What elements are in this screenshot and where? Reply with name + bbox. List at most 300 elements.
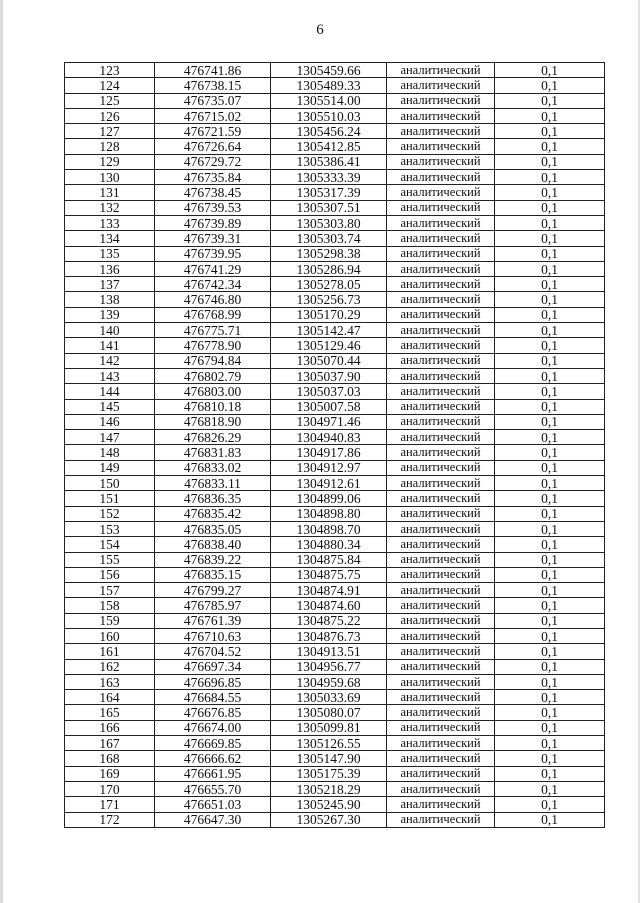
table-row [65, 720, 605, 735]
x-coordinate-cell: 476835.15 [155, 567, 271, 582]
table-row [65, 659, 605, 674]
y-coordinate-cell: 1305489.33 [271, 78, 387, 93]
y-coordinate-cell: 1305129.46 [271, 338, 387, 353]
method-cell: аналитический [387, 781, 495, 796]
accuracy-cell: 0,1 [495, 460, 605, 475]
y-coordinate-cell: 1304912.61 [271, 476, 387, 491]
x-coordinate-cell: 476833.02 [155, 460, 271, 475]
y-coordinate-cell: 1304971.46 [271, 414, 387, 429]
coordinates-table-body [65, 63, 605, 828]
point-number-cell: 129 [65, 154, 155, 169]
y-coordinate-cell: 1305303.74 [271, 231, 387, 246]
method-cell: аналитический [387, 506, 495, 521]
method-cell: аналитический [387, 445, 495, 460]
y-coordinate-cell: 1305147.90 [271, 751, 387, 766]
accuracy-cell: 0,1 [495, 338, 605, 353]
x-coordinate-cell: 476735.07 [155, 93, 271, 108]
point-number-cell: 166 [65, 720, 155, 735]
x-coordinate-cell: 476696.85 [155, 674, 271, 689]
table-row [65, 430, 605, 445]
accuracy-cell: 0,1 [495, 353, 605, 368]
point-number-cell: 148 [65, 445, 155, 460]
table-row [65, 292, 605, 307]
x-coordinate-cell: 476742.34 [155, 277, 271, 292]
method-cell: аналитический [387, 613, 495, 628]
x-coordinate-cell: 476715.02 [155, 108, 271, 123]
point-number-cell: 144 [65, 384, 155, 399]
table-row [65, 108, 605, 123]
y-coordinate-cell: 1304874.60 [271, 598, 387, 613]
method-cell: аналитический [387, 705, 495, 720]
point-number-cell: 158 [65, 598, 155, 613]
accuracy-cell: 0,1 [495, 307, 605, 322]
y-coordinate-cell: 1305514.00 [271, 93, 387, 108]
point-number-cell: 165 [65, 705, 155, 720]
point-number-cell: 151 [65, 491, 155, 506]
table-row [65, 124, 605, 139]
x-coordinate-cell: 476651.03 [155, 797, 271, 812]
point-number-cell: 153 [65, 521, 155, 536]
y-coordinate-cell: 1305256.73 [271, 292, 387, 307]
x-coordinate-cell: 476794.84 [155, 353, 271, 368]
y-coordinate-cell: 1304913.51 [271, 644, 387, 659]
x-coordinate-cell: 476799.27 [155, 583, 271, 598]
y-coordinate-cell: 1305307.51 [271, 200, 387, 215]
method-cell: аналитический [387, 460, 495, 475]
method-cell: аналитический [387, 384, 495, 399]
table-row [65, 644, 605, 659]
x-coordinate-cell: 476738.45 [155, 185, 271, 200]
accuracy-cell: 0,1 [495, 185, 605, 200]
method-cell: аналитический [387, 93, 495, 108]
method-cell: аналитический [387, 430, 495, 445]
table-row [65, 154, 605, 169]
accuracy-cell: 0,1 [495, 491, 605, 506]
method-cell: аналитический [387, 644, 495, 659]
x-coordinate-cell: 476761.39 [155, 613, 271, 628]
point-number-cell: 123 [65, 63, 155, 78]
y-coordinate-cell: 1305080.07 [271, 705, 387, 720]
point-number-cell: 170 [65, 781, 155, 796]
point-number-cell: 133 [65, 215, 155, 230]
method-cell: аналитический [387, 690, 495, 705]
accuracy-cell: 0,1 [495, 200, 605, 215]
y-coordinate-cell: 1304875.84 [271, 552, 387, 567]
table-row [65, 628, 605, 643]
accuracy-cell: 0,1 [495, 108, 605, 123]
method-cell: аналитический [387, 170, 495, 185]
accuracy-cell: 0,1 [495, 797, 605, 812]
point-number-cell: 145 [65, 399, 155, 414]
point-number-cell: 160 [65, 628, 155, 643]
method-cell: аналитический [387, 812, 495, 827]
point-number-cell: 128 [65, 139, 155, 154]
y-coordinate-cell: 1305303.80 [271, 215, 387, 230]
table-row [65, 705, 605, 720]
method-cell: аналитический [387, 674, 495, 689]
y-coordinate-cell: 1305218.29 [271, 781, 387, 796]
accuracy-cell: 0,1 [495, 445, 605, 460]
point-number-cell: 135 [65, 246, 155, 261]
accuracy-cell: 0,1 [495, 368, 605, 383]
accuracy-cell: 0,1 [495, 215, 605, 230]
accuracy-cell: 0,1 [495, 399, 605, 414]
accuracy-cell: 0,1 [495, 659, 605, 674]
y-coordinate-cell: 1304880.34 [271, 537, 387, 552]
table-row [65, 215, 605, 230]
accuracy-cell: 0,1 [495, 613, 605, 628]
x-coordinate-cell: 476676.85 [155, 705, 271, 720]
table-row [65, 63, 605, 78]
table-row [65, 690, 605, 705]
table-row [65, 261, 605, 276]
point-number-cell: 137 [65, 277, 155, 292]
method-cell: аналитический [387, 139, 495, 154]
table-row [65, 368, 605, 383]
method-cell: аналитический [387, 108, 495, 123]
accuracy-cell: 0,1 [495, 705, 605, 720]
y-coordinate-cell: 1305142.47 [271, 323, 387, 338]
x-coordinate-cell: 476669.85 [155, 736, 271, 751]
point-number-cell: 162 [65, 659, 155, 674]
table-row [65, 231, 605, 246]
point-number-cell: 132 [65, 200, 155, 215]
table-row [65, 200, 605, 215]
accuracy-cell: 0,1 [495, 246, 605, 261]
table-row [65, 567, 605, 582]
accuracy-cell: 0,1 [495, 720, 605, 735]
table-row [65, 766, 605, 781]
point-number-cell: 134 [65, 231, 155, 246]
accuracy-cell: 0,1 [495, 521, 605, 536]
x-coordinate-cell: 476835.05 [155, 521, 271, 536]
method-cell: аналитический [387, 598, 495, 613]
method-cell: аналитический [387, 124, 495, 139]
table-row [65, 414, 605, 429]
accuracy-cell: 0,1 [495, 170, 605, 185]
accuracy-cell: 0,1 [495, 63, 605, 78]
y-coordinate-cell: 1305412.85 [271, 139, 387, 154]
y-coordinate-cell: 1305070.44 [271, 353, 387, 368]
point-number-cell: 130 [65, 170, 155, 185]
y-coordinate-cell: 1305245.90 [271, 797, 387, 812]
accuracy-cell: 0,1 [495, 93, 605, 108]
y-coordinate-cell: 1304956.77 [271, 659, 387, 674]
accuracy-cell: 0,1 [495, 567, 605, 582]
accuracy-cell: 0,1 [495, 292, 605, 307]
x-coordinate-cell: 476831.83 [155, 445, 271, 460]
point-number-cell: 152 [65, 506, 155, 521]
x-coordinate-cell: 476835.42 [155, 506, 271, 521]
accuracy-cell: 0,1 [495, 414, 605, 429]
method-cell: аналитический [387, 552, 495, 567]
method-cell: аналитический [387, 323, 495, 338]
method-cell: аналитический [387, 63, 495, 78]
method-cell: аналитический [387, 797, 495, 812]
method-cell: аналитический [387, 736, 495, 751]
y-coordinate-cell: 1304875.75 [271, 567, 387, 582]
y-coordinate-cell: 1305510.03 [271, 108, 387, 123]
table-row [65, 139, 605, 154]
y-coordinate-cell: 1305317.39 [271, 185, 387, 200]
accuracy-cell: 0,1 [495, 139, 605, 154]
y-coordinate-cell: 1304912.97 [271, 460, 387, 475]
y-coordinate-cell: 1305278.05 [271, 277, 387, 292]
x-coordinate-cell: 476726.64 [155, 139, 271, 154]
accuracy-cell: 0,1 [495, 736, 605, 751]
point-number-cell: 156 [65, 567, 155, 582]
method-cell: аналитический [387, 292, 495, 307]
table-row [65, 445, 605, 460]
y-coordinate-cell: 1305037.03 [271, 384, 387, 399]
x-coordinate-cell: 476684.55 [155, 690, 271, 705]
table-row [65, 476, 605, 491]
method-cell: аналитический [387, 307, 495, 322]
accuracy-cell: 0,1 [495, 644, 605, 659]
point-number-cell: 124 [65, 78, 155, 93]
table-row [65, 552, 605, 567]
point-number-cell: 125 [65, 93, 155, 108]
accuracy-cell: 0,1 [495, 812, 605, 827]
y-coordinate-cell: 1304898.80 [271, 506, 387, 521]
method-cell: аналитический [387, 476, 495, 491]
x-coordinate-cell: 476739.31 [155, 231, 271, 246]
accuracy-cell: 0,1 [495, 537, 605, 552]
table-row [65, 170, 605, 185]
table-row [65, 613, 605, 628]
point-number-cell: 150 [65, 476, 155, 491]
method-cell: аналитический [387, 537, 495, 552]
table-row [65, 598, 605, 613]
accuracy-cell: 0,1 [495, 384, 605, 399]
accuracy-cell: 0,1 [495, 261, 605, 276]
method-cell: аналитический [387, 368, 495, 383]
table-row [65, 323, 605, 338]
accuracy-cell: 0,1 [495, 552, 605, 567]
y-coordinate-cell: 1305175.39 [271, 766, 387, 781]
y-coordinate-cell: 1305386.41 [271, 154, 387, 169]
y-coordinate-cell: 1305456.24 [271, 124, 387, 139]
table-row [65, 460, 605, 475]
y-coordinate-cell: 1304875.22 [271, 613, 387, 628]
y-coordinate-cell: 1305033.69 [271, 690, 387, 705]
accuracy-cell: 0,1 [495, 323, 605, 338]
method-cell: аналитический [387, 200, 495, 215]
y-coordinate-cell: 1305007.58 [271, 399, 387, 414]
x-coordinate-cell: 476739.89 [155, 215, 271, 230]
table-row [65, 384, 605, 399]
accuracy-cell: 0,1 [495, 78, 605, 93]
table-row [65, 185, 605, 200]
page-number: 6 [316, 22, 324, 38]
point-number-cell: 139 [65, 307, 155, 322]
x-coordinate-cell: 476839.22 [155, 552, 271, 567]
x-coordinate-cell: 476802.79 [155, 368, 271, 383]
method-cell: аналитический [387, 246, 495, 261]
y-coordinate-cell: 1305286.94 [271, 261, 387, 276]
accuracy-cell: 0,1 [495, 277, 605, 292]
scan-edge-left [0, 0, 3, 903]
accuracy-cell: 0,1 [495, 154, 605, 169]
x-coordinate-cell: 476738.15 [155, 78, 271, 93]
point-number-cell: 159 [65, 613, 155, 628]
point-number-cell: 143 [65, 368, 155, 383]
method-cell: аналитический [387, 720, 495, 735]
x-coordinate-cell: 476768.99 [155, 307, 271, 322]
point-number-cell: 164 [65, 690, 155, 705]
point-number-cell: 149 [65, 460, 155, 475]
point-number-cell: 157 [65, 583, 155, 598]
method-cell: аналитический [387, 338, 495, 353]
method-cell: аналитический [387, 154, 495, 169]
x-coordinate-cell: 476810.18 [155, 399, 271, 414]
accuracy-cell: 0,1 [495, 506, 605, 521]
x-coordinate-cell: 476729.72 [155, 154, 271, 169]
x-coordinate-cell: 476647.30 [155, 812, 271, 827]
table-row [65, 78, 605, 93]
y-coordinate-cell: 1304876.73 [271, 628, 387, 643]
table-row [65, 307, 605, 322]
x-coordinate-cell: 476721.59 [155, 124, 271, 139]
method-cell: аналитический [387, 521, 495, 536]
x-coordinate-cell: 476710.63 [155, 628, 271, 643]
y-coordinate-cell: 1304899.06 [271, 491, 387, 506]
table-row [65, 736, 605, 751]
x-coordinate-cell: 476655.70 [155, 781, 271, 796]
method-cell: аналитический [387, 78, 495, 93]
method-cell: аналитический [387, 583, 495, 598]
accuracy-cell: 0,1 [495, 628, 605, 643]
y-coordinate-cell: 1304898.70 [271, 521, 387, 536]
point-number-cell: 161 [65, 644, 155, 659]
table-row [65, 338, 605, 353]
y-coordinate-cell: 1304959.68 [271, 674, 387, 689]
x-coordinate-cell: 476739.95 [155, 246, 271, 261]
x-coordinate-cell: 476741.86 [155, 63, 271, 78]
point-number-cell: 167 [65, 736, 155, 751]
method-cell: аналитический [387, 567, 495, 582]
method-cell: аналитический [387, 277, 495, 292]
method-cell: аналитический [387, 628, 495, 643]
y-coordinate-cell: 1304917.86 [271, 445, 387, 460]
method-cell: аналитический [387, 231, 495, 246]
point-number-cell: 172 [65, 812, 155, 827]
table-row [65, 781, 605, 796]
x-coordinate-cell: 476826.29 [155, 430, 271, 445]
y-coordinate-cell: 1305267.30 [271, 812, 387, 827]
table-row [65, 246, 605, 261]
table-row [65, 399, 605, 414]
accuracy-cell: 0,1 [495, 766, 605, 781]
x-coordinate-cell: 476697.34 [155, 659, 271, 674]
point-number-cell: 155 [65, 552, 155, 567]
method-cell: аналитический [387, 491, 495, 506]
point-number-cell: 126 [65, 108, 155, 123]
table-row [65, 537, 605, 552]
table-row [65, 506, 605, 521]
y-coordinate-cell: 1305099.81 [271, 720, 387, 735]
x-coordinate-cell: 476833.11 [155, 476, 271, 491]
point-number-cell: 169 [65, 766, 155, 781]
x-coordinate-cell: 476838.40 [155, 537, 271, 552]
x-coordinate-cell: 476775.71 [155, 323, 271, 338]
point-number-cell: 131 [65, 185, 155, 200]
x-coordinate-cell: 476661.95 [155, 766, 271, 781]
x-coordinate-cell: 476818.90 [155, 414, 271, 429]
method-cell: аналитический [387, 185, 495, 200]
x-coordinate-cell: 476674.00 [155, 720, 271, 735]
table-row [65, 353, 605, 368]
x-coordinate-cell: 476785.97 [155, 598, 271, 613]
accuracy-cell: 0,1 [495, 781, 605, 796]
method-cell: аналитический [387, 414, 495, 429]
x-coordinate-cell: 476666.62 [155, 751, 271, 766]
x-coordinate-cell: 476803.00 [155, 384, 271, 399]
table-row [65, 491, 605, 506]
method-cell: аналитический [387, 766, 495, 781]
table-row [65, 751, 605, 766]
point-number-cell: 154 [65, 537, 155, 552]
table-row [65, 277, 605, 292]
x-coordinate-cell: 476778.90 [155, 338, 271, 353]
table-row [65, 521, 605, 536]
method-cell: аналитический [387, 261, 495, 276]
y-coordinate-cell: 1304940.83 [271, 430, 387, 445]
method-cell: аналитический [387, 399, 495, 414]
method-cell: аналитический [387, 353, 495, 368]
point-number-cell: 140 [65, 323, 155, 338]
accuracy-cell: 0,1 [495, 231, 605, 246]
point-number-cell: 171 [65, 797, 155, 812]
accuracy-cell: 0,1 [495, 476, 605, 491]
point-number-cell: 141 [65, 338, 155, 353]
y-coordinate-cell: 1305459.66 [271, 63, 387, 78]
accuracy-cell: 0,1 [495, 598, 605, 613]
y-coordinate-cell: 1304874.91 [271, 583, 387, 598]
y-coordinate-cell: 1305037.90 [271, 368, 387, 383]
table-row [65, 797, 605, 812]
y-coordinate-cell: 1305170.29 [271, 307, 387, 322]
table-row [65, 93, 605, 108]
point-number-cell: 163 [65, 674, 155, 689]
table-row [65, 583, 605, 598]
accuracy-cell: 0,1 [495, 124, 605, 139]
x-coordinate-cell: 476741.29 [155, 261, 271, 276]
point-number-cell: 127 [65, 124, 155, 139]
x-coordinate-cell: 476704.52 [155, 644, 271, 659]
point-number-cell: 146 [65, 414, 155, 429]
x-coordinate-cell: 476735.84 [155, 170, 271, 185]
point-number-cell: 168 [65, 751, 155, 766]
accuracy-cell: 0,1 [495, 430, 605, 445]
y-coordinate-cell: 1305126.55 [271, 736, 387, 751]
coordinates-table [64, 62, 605, 828]
point-number-cell: 136 [65, 261, 155, 276]
accuracy-cell: 0,1 [495, 751, 605, 766]
x-coordinate-cell: 476836.35 [155, 491, 271, 506]
table-row [65, 812, 605, 827]
table-row [65, 674, 605, 689]
accuracy-cell: 0,1 [495, 690, 605, 705]
point-number-cell: 142 [65, 353, 155, 368]
accuracy-cell: 0,1 [495, 583, 605, 598]
point-number-cell: 147 [65, 430, 155, 445]
x-coordinate-cell: 476739.53 [155, 200, 271, 215]
method-cell: аналитический [387, 215, 495, 230]
y-coordinate-cell: 1305333.39 [271, 170, 387, 185]
method-cell: аналитический [387, 751, 495, 766]
accuracy-cell: 0,1 [495, 674, 605, 689]
